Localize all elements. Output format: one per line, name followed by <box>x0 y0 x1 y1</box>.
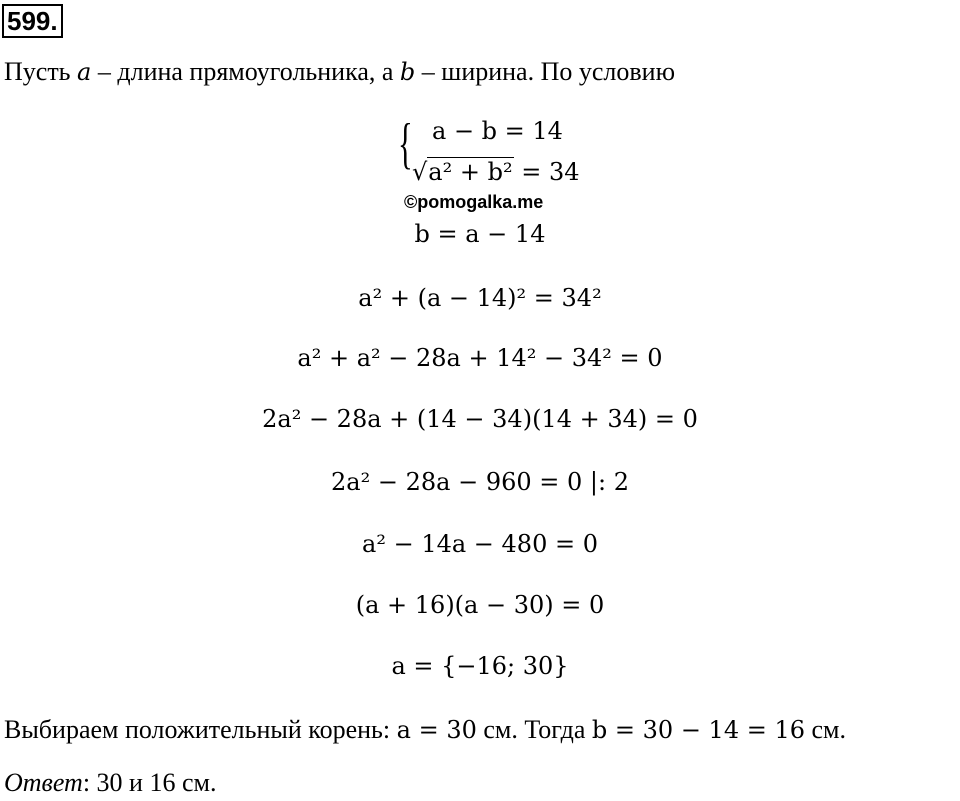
intro-var-b: b <box>399 58 416 86</box>
answer-value: : 30 и 16 см. <box>82 768 217 797</box>
conclusion-prefix: Выбираем положительный корень: <box>4 715 397 744</box>
intro-var-a: a <box>77 58 92 86</box>
step-1: b = a − 14 <box>414 220 546 248</box>
system-line-2 <box>412 157 579 187</box>
sqrt-radicand: a² + b² <box>428 158 513 186</box>
intro-prefix: Пусть <box>4 57 78 86</box>
intro-text <box>4 57 675 87</box>
step-4: 2a² − 28a + (14 − 34)(14 + 34) = 0 <box>262 405 698 433</box>
conclusion-eq-a: a = 30 <box>396 716 477 744</box>
step-6: a² − 14a − 480 = 0 <box>362 530 598 558</box>
intro-suffix: – ширина. По условию <box>415 57 676 86</box>
step-5: 2a² − 28a − 960 = 0 |: 2 <box>331 468 629 496</box>
problem-number: 599. <box>2 4 63 38</box>
system-brace: { <box>398 113 413 175</box>
watermark: ©pomogalka.me <box>404 192 544 212</box>
conclusion-mid: см. Тогда <box>476 715 592 744</box>
step-7: (a + 16)(a − 30) = 0 <box>355 591 605 619</box>
step-3: a² + a² − 28a + 14² − 34² = 0 <box>297 344 663 372</box>
system-line-2-rhs: = 34 <box>513 158 580 186</box>
answer-text <box>4 768 216 798</box>
system-line-1: a − b = 14 <box>432 117 563 145</box>
conclusion-text <box>4 715 846 745</box>
step-2: a² + (a − 14)² = 34² <box>358 284 602 312</box>
conclusion-eq-b: b = 30 − 14 = 16 <box>591 716 806 744</box>
answer-label: Ответ <box>4 768 83 797</box>
conclusion-suffix: см. <box>805 715 847 744</box>
sqrt-symbol: √ <box>412 158 428 186</box>
step-8: a = {−16; 30} <box>391 652 569 680</box>
intro-mid: – длина прямоугольника, а <box>91 57 400 86</box>
